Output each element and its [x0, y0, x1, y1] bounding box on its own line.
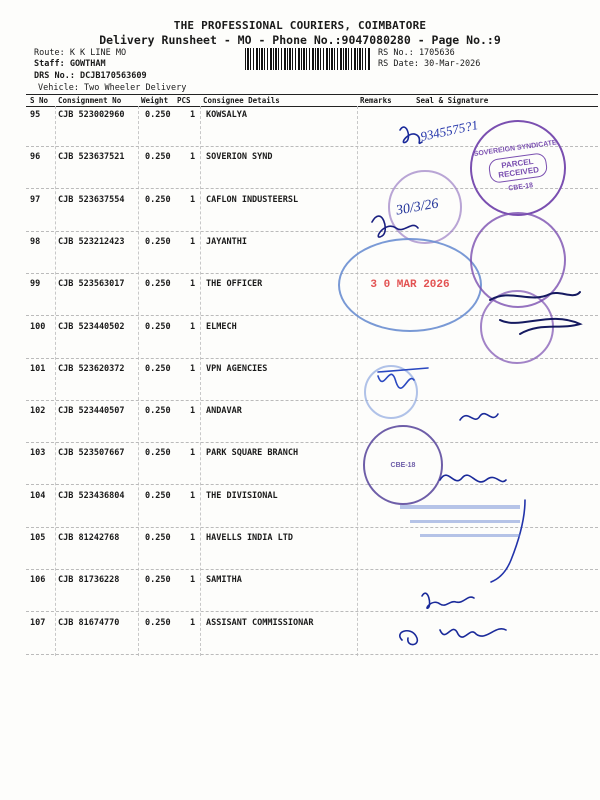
col-sno: S No	[30, 96, 49, 105]
handwritten-phone: 9345575?1	[418, 117, 480, 144]
row-consignee: THE OFFICER	[206, 279, 263, 290]
column-headers	[26, 96, 598, 106]
header-bottom-line	[26, 106, 598, 107]
row-weight: 0.250	[145, 448, 171, 459]
row-consignee: KOWSALYA	[206, 110, 247, 120]
handwritten-date: 30/3/26	[394, 196, 440, 219]
row-consignment-no: CJB 523440502	[58, 321, 125, 332]
row-weight: 0.250	[145, 490, 171, 501]
row-sno: 96	[30, 152, 41, 163]
row-sno: 105	[30, 533, 46, 543]
barcode	[245, 48, 371, 70]
row-weight: 0.250	[145, 236, 171, 247]
header-top-line	[26, 94, 598, 95]
row-sno: 95	[30, 110, 41, 120]
row-weight: 0.250	[145, 321, 171, 332]
row-pcs: 1	[190, 406, 196, 417]
row-separator	[26, 569, 598, 570]
row-consignment-no: CJB 523637521	[58, 152, 125, 163]
row-consignee: SAMITHA	[206, 575, 242, 586]
row-weight: 0.250	[145, 110, 171, 120]
row-consignment-no: CJB 523637554	[58, 194, 125, 205]
row-weight: 0.250	[145, 194, 171, 205]
row-pcs: 1	[190, 236, 196, 247]
row-consignee: CAFLON INDUSTEERSL	[206, 194, 299, 205]
drs-number: DRS No.: DCJB170563609	[34, 71, 147, 81]
row-weight: 0.250	[145, 152, 171, 163]
rs-number: RS No.: 1705636	[378, 48, 455, 58]
row-pcs: 1	[190, 533, 196, 543]
row-sno: 107	[30, 617, 46, 628]
staff: Staff: GOWTHAM	[34, 59, 106, 69]
col-consignee: Consignee Details	[203, 96, 280, 105]
row-consignment-no: CJB 81674770	[58, 617, 120, 628]
row-weight: 0.250	[145, 575, 171, 586]
row-pcs: 1	[190, 321, 196, 332]
row-sno: 97	[30, 194, 41, 205]
vehicle: Vehicle: Two Wheeler Delivery	[38, 83, 187, 93]
row-weight: 0.250	[145, 533, 171, 543]
blue-round-stamp	[364, 365, 418, 419]
sovereign-syndicate-stamp: SOVEREIGN SYNDICATE PARCEL RECEIVED CBE-18	[464, 114, 572, 222]
row-consignee: ANDAVAR	[206, 406, 242, 417]
row-consignment-no: CJB 523620372	[58, 363, 125, 374]
row-sno: 99	[30, 279, 41, 290]
row-consignment-no: CJB 523436804	[58, 490, 125, 501]
col-remarks: Remarks	[360, 96, 392, 105]
row-sno: 101	[30, 363, 46, 374]
date-stamp-oval: 3 0 MAR 2026	[338, 238, 482, 332]
row-consignee: SOVERION SYND	[206, 152, 273, 163]
row-separator	[26, 611, 598, 612]
round-stamp-lower	[480, 290, 554, 364]
row-pcs: 1	[190, 490, 196, 501]
row-separator	[26, 527, 598, 528]
row-pcs: 1	[190, 448, 196, 459]
row-sno: 103	[30, 448, 46, 459]
col-weight: Weight	[141, 96, 169, 105]
row-pcs: 1	[190, 617, 196, 628]
runsheet-title: THE PROFESSIONAL COURIERS, COIMBATORE	[173, 19, 427, 32]
row-consignment-no: CJB 523563017	[58, 279, 125, 290]
col-consignment: Consignment No	[58, 96, 122, 105]
row-consignee: HAVELLS INDIA LTD	[206, 533, 293, 543]
row-sno: 100	[30, 321, 46, 332]
row-weight: 0.250	[145, 363, 171, 374]
row-consignment-no: CJB 523002960	[58, 110, 125, 120]
row-sno: 98	[30, 236, 41, 247]
row-consignment-no: CJB 81736228	[58, 575, 120, 586]
col-pcs: PCS	[177, 96, 191, 105]
row-consignment-no: CJB 81242768	[58, 533, 120, 543]
row-consignee: VPN AGENCIES	[206, 363, 268, 374]
row-separator	[26, 400, 598, 401]
row-separator	[26, 654, 598, 655]
row-consignment-no: CJB 523507667	[58, 448, 125, 459]
row-consignee: THE DIVISIONAL	[206, 490, 278, 501]
row-pcs: 1	[190, 110, 196, 120]
row-sno: 106	[30, 575, 46, 586]
row-separator	[26, 484, 598, 485]
row-weight: 0.250	[145, 617, 171, 628]
row-sno: 102	[30, 406, 46, 417]
row-sno: 104	[30, 490, 46, 501]
row-consignee: ELMECH	[206, 321, 237, 332]
row-pcs: 1	[190, 363, 196, 374]
runsheet-subtitle: Delivery Runsheet - MO - Phone No.:9047080280 - Page No.:9	[99, 33, 501, 47]
row-pcs: 1	[190, 152, 196, 163]
row-consignee: PARK SQUARE BRANCH	[206, 448, 299, 459]
row-consignee: JAYANTHI	[206, 236, 247, 247]
row-separator	[26, 442, 598, 443]
cbe18-stamp: CBE-18	[363, 425, 443, 505]
row-weight: 0.250	[145, 279, 171, 290]
col-seal: Seal & Signature	[416, 96, 489, 105]
row-weight: 0.250	[145, 406, 171, 417]
row-pcs: 1	[190, 194, 196, 205]
route: Route: K K LINE MO	[34, 48, 127, 58]
row-pcs: 1	[190, 279, 196, 290]
row-consignee: ASSISANT COMMISSIONAR	[206, 617, 314, 628]
row-pcs: 1	[190, 575, 196, 586]
row-consignment-no: CJB 523440507	[58, 406, 125, 417]
rs-date: RS Date: 30-Mar-2026	[378, 59, 481, 69]
row-consignment-no: CJB 523212423	[58, 236, 125, 247]
